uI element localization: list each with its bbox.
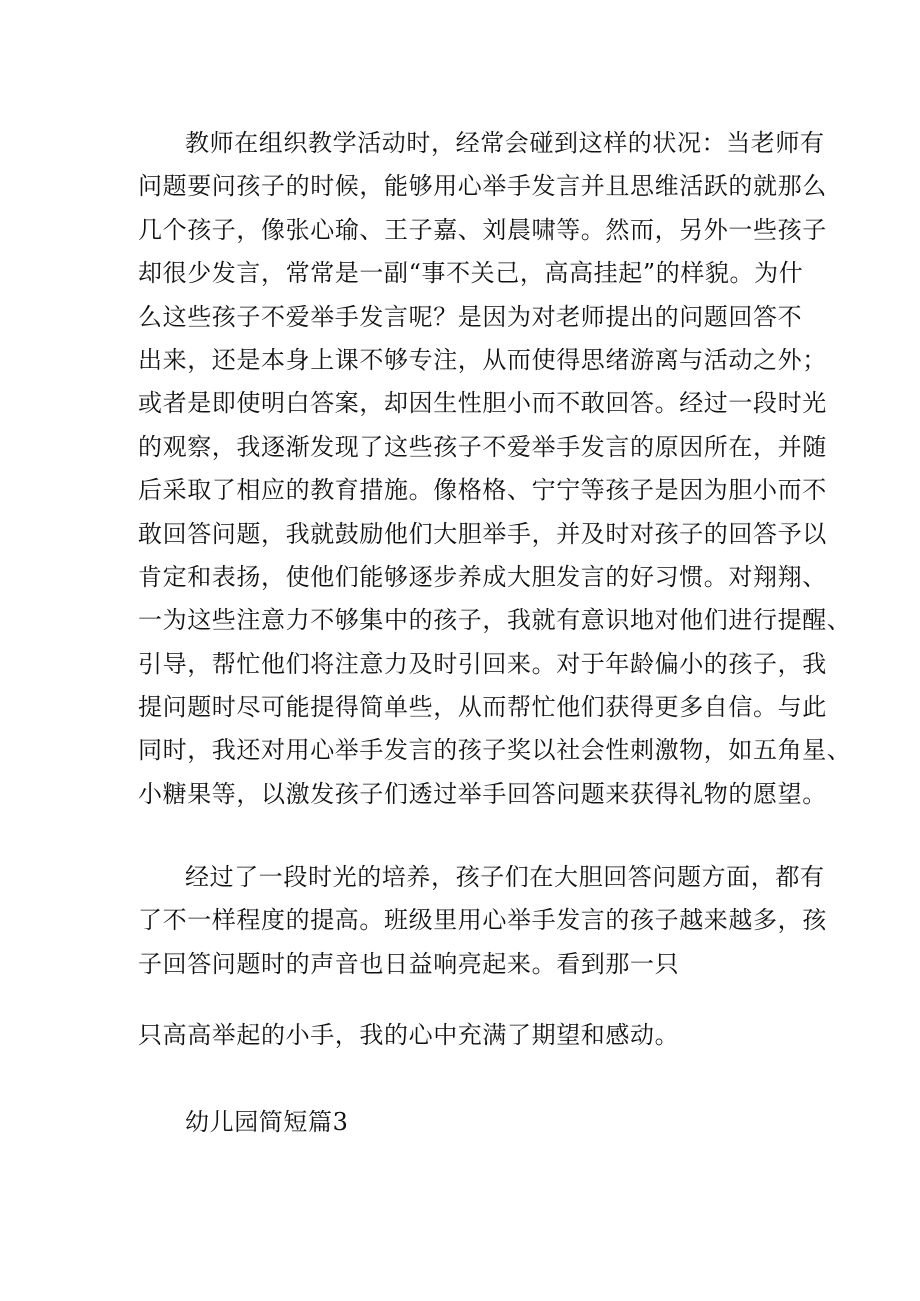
section-heading: 幼儿园简短篇3: [185, 1108, 349, 1136]
text-line: 提问题时尽可能提得简单些，从而帮忙他们获得更多自信。与此: [138, 693, 827, 722]
paragraph-1: [138, 122, 852, 816]
text-line: 经过了一段时光的培养，孩子们在大胆回答问题方面，都有: [185, 863, 825, 891]
text-line: 问题要问孩子的时候，能够用心举手发言并且思维活跃的就那么: [138, 172, 827, 201]
text-line: 出来，还是本身上课不够专注，从而使得思绪游离与活动之外；: [138, 345, 827, 374]
text-line: 同时，我还对用心举手发言的孩子奖以社会性刺激物，如五角星、: [138, 736, 852, 765]
text-line: 么这些孩子不爱举手发言呢？是因为对老师提出的问题回答不: [138, 302, 803, 331]
text-line: 却很少发言，常常是一副“事不关己，高高挂起”的样貌。为什: [138, 259, 804, 288]
text-line: 教师在组织教学活动时，经常会碰到这样的状况：当老师有: [185, 129, 825, 157]
text-line: 引导，帮忙他们将注意力及时引回来。对于年龄偏小的孩子，我: [138, 649, 827, 678]
text-line: 一为这些注意力不够集中的孩子，我就有意识地对他们进行提醒、: [138, 606, 852, 635]
text-line: 肯定和表扬，使他们能够逐步养成大胆发言的好习惯。对翔翔、: [138, 562, 827, 591]
text-line: 了不一样程度的提高。班级里用心举手发言的孩子越来越多，孩: [138, 906, 827, 935]
paragraph-2: [138, 856, 827, 986]
text-line: 几个孩子，像张心瑜、王子嘉、刘晨啸等。然而，另外一些孩子: [138, 215, 827, 244]
paragraph-3: [138, 1014, 788, 1057]
text-line: 或者是即使明白答案，却因生性胆小而不敢回答。经过一段时光: [138, 389, 827, 418]
text-line: 后采取了相应的教育措施。像格格、宁宁等孩子是因为胆小而不: [138, 476, 827, 505]
text-line: 子回答问题时的声音也日益响亮起来。看到那一只: [138, 949, 680, 978]
text-line: 小糖果等，以激发孩子们透过举手回答问题来获得礼物的愿望。: [138, 779, 827, 808]
text-line: 只高高举起的小手，我的心中充满了期望和感动。: [138, 1021, 680, 1049]
text-line: 的观察，我逐渐发现了这些孩子不爱举手发言的原因所在，并随: [138, 432, 827, 461]
text-line: 敢回答问题，我就鼓励他们大胆举手，并及时对孩子的回答予以: [138, 519, 827, 548]
